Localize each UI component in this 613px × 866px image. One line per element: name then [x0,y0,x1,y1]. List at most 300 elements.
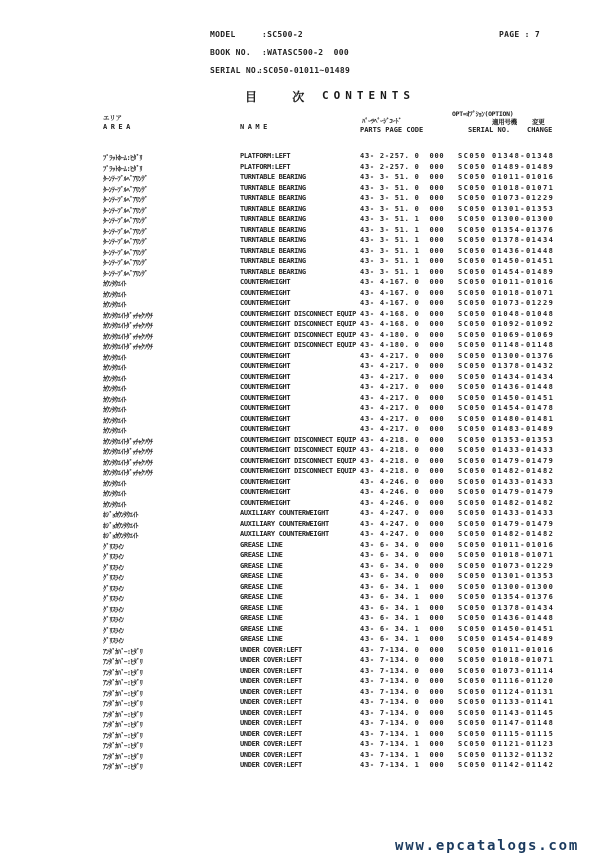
row-area: ｸﾞﾘｽﾗｲﾝ [103,542,124,551]
table-row [0,205,613,216]
row-serial-range: SC050 01300-01376 [458,351,555,360]
row-parts-page-code: 43- 7-134. 1 000 [360,750,445,759]
table-row [0,341,613,352]
row-area: ﾀｰﾝﾃｰﾌﾞﾙﾍﾞｱﾘﾝｸﾞ [103,217,148,225]
row-name: GREASE LINE [240,635,283,643]
row-name: COUNTERWEIGHT [240,383,291,391]
page-title: CONTENTS [322,89,415,102]
row-name: COUNTERWEIGHT [240,372,291,381]
row-serial-range: SC050 01011-01016 [458,540,555,549]
row-area: ﾀｰﾝﾃｰﾌﾞﾙﾍﾞｱﾘﾝｸﾞ [103,248,148,257]
row-name: GREASE LINE [240,551,283,559]
table-row [0,614,613,625]
serial-no-value: :SC050-01011~01489 [258,66,351,75]
col-header-serial-jp: 適用号機 [492,118,517,126]
row-name: UNDER COVER:LEFT [240,740,302,748]
row-area: ｸﾞﾘｽﾗｲﾝ [103,574,124,582]
table-row [0,194,613,205]
row-name: TURNTABLE BEARING [240,267,306,276]
row-name: UNDER COVER:LEFT [240,761,302,769]
row-serial-range: SC050 01011-01016 [458,645,555,654]
table-row [0,247,613,258]
table-row [0,499,613,510]
row-serial-range: SC050 01148-01148 [458,341,555,349]
row-serial-range: SC050 01483-01489 [458,425,555,433]
row-area: ｶｳﾝﾀｳｴｲﾄﾀﾞｯﾁｬｸｿｳﾁ [103,448,153,456]
row-serial-range: SC050 01454-01489 [458,267,555,276]
row-area: ｶｳﾝﾀｳｴｲﾄ [103,395,127,404]
row-area: ｶｳﾝﾀｳｴｲﾄ [103,406,127,414]
row-name: UNDER COVER:LEFT [240,708,302,717]
row-area: ｸﾞﾘｽﾗｲﾝ [103,553,124,561]
row-area: ｶｳﾝﾀｳｴｲﾄﾀﾞｯﾁｬｸｿｳﾁ [103,332,153,341]
row-name: TURNTABLE BEARING [240,173,306,181]
col-header-serial: SERIAL NO. [468,126,511,134]
row-serial-range: SC050 01482-01482 [458,498,555,507]
row-serial-range: SC050 01480-01481 [458,414,555,423]
table-row [0,677,613,688]
row-area: ｶｳﾝﾀｳｴｲﾄ [103,427,127,435]
table-row [0,352,613,363]
row-area: ｸﾞﾘｽﾗｲﾝ [103,595,124,603]
table-row [0,268,613,279]
row-parts-page-code: 43- 4-218. 0 000 [360,435,445,444]
row-area: ﾀｰﾝﾃｰﾌﾞﾙﾍﾞｱﾘﾝｸﾞ [103,196,148,204]
row-area: ｶｳﾝﾀｳｴｲﾄﾀﾞｯﾁｬｸｿｳﾁ [103,311,153,320]
row-serial-range: SC050 01069-01069 [458,330,555,339]
row-parts-page-code: 43- 4-217. 0 000 [360,351,445,360]
table-row [0,310,613,321]
table-row [0,541,613,552]
table-row [0,467,613,478]
row-parts-page-code: 43- 4-167. 0 000 [360,278,445,286]
row-parts-page-code: 43- 2-257. 0 000 [360,152,445,160]
row-area: ｱﾝﾀﾞｶﾊﾞｰ:ﾋﾀﾞﾘ [103,679,143,687]
row-name: TURNTABLE BEARING [240,204,306,213]
row-area: ﾀｰﾝﾃｰﾌﾞﾙﾍﾞｱﾘﾝｸﾞ [103,227,148,236]
row-area: ﾀｰﾝﾃｰﾌﾞﾙﾍﾞｱﾘﾝｸﾞ [103,269,148,278]
row-serial-range: SC050 01436-01448 [458,383,555,391]
row-name: GREASE LINE [240,572,283,580]
table-row [0,719,613,730]
row-parts-page-code: 43- 4-167. 0 000 [360,299,445,307]
row-serial-range: SC050 01479-01479 [458,519,555,528]
table-row [0,478,613,489]
row-name: COUNTERWEIGHT [240,425,291,433]
row-name: UNDER COVER:LEFT [240,719,302,727]
row-serial-range: SC050 01018-01071 [458,656,555,664]
serial-no-label: SERIAL NO. [210,66,262,75]
row-parts-page-code: 43- 3- 51. 0 000 [360,173,445,181]
row-serial-range: SC050 01348-01348 [458,152,555,160]
row-serial-range: SC050 01133-01141 [458,698,555,706]
row-parts-page-code: 43- 4-218. 0 000 [360,456,445,465]
row-name: GREASE LINE [240,603,283,612]
table-row [0,751,613,762]
row-name: TURNTABLE BEARING [240,246,306,255]
row-name: UNDER COVER:LEFT [240,645,302,654]
row-name: COUNTERWEIGHT [240,362,291,370]
table-row [0,236,613,247]
row-serial-range: SC050 01479-01479 [458,488,555,496]
row-serial-range: SC050 01450-01451 [458,393,555,402]
row-parts-page-code: 43- 7-134. 1 000 [360,740,445,748]
row-serial-range: SC050 01482-01482 [458,530,555,538]
row-parts-page-code: 43- 4-180. 0 000 [360,330,445,339]
row-parts-page-code: 43- 7-134. 0 000 [360,708,445,717]
table-row [0,446,613,457]
row-serial-range: SC050 01300-01300 [458,215,555,223]
row-parts-page-code: 43- 3- 51. 0 000 [360,194,445,202]
row-area: ﾌﾟﾗｯﾄﾎｰﾑ:ﾋﾀﾞﾘ [103,154,143,162]
table-row [0,436,613,447]
row-serial-range: SC050 01378-01434 [458,236,555,244]
table-row [0,488,613,499]
row-parts-page-code: 43- 6- 34. 1 000 [360,624,445,633]
row-area: ｶｳﾝﾀｳｴｲﾄﾀﾞｯﾁｬｸｿｳﾁ [103,343,153,351]
row-parts-page-code: 43- 4-168. 0 000 [360,320,445,328]
row-name: COUNTERWEIGHT [240,299,291,307]
row-serial-range: SC050 01433-01433 [458,477,555,486]
row-serial-range: SC050 01436-01448 [458,246,555,255]
table-row [0,761,613,772]
row-serial-range: SC050 01450-01451 [458,257,555,265]
row-parts-page-code: 43- 6- 34. 0 000 [360,551,445,559]
row-serial-range: SC050 01116-01120 [458,677,555,685]
row-serial-range: SC050 01479-01479 [458,456,555,465]
row-serial-range: SC050 01353-01353 [458,435,555,444]
row-parts-page-code: 43- 6- 34. 0 000 [360,561,445,570]
row-area: ｶｳﾝﾀｳｴｲﾄ [103,500,127,509]
row-parts-page-code: 43- 4-217. 0 000 [360,393,445,402]
row-area: ｶｳﾝﾀｳｴｲﾄ [103,280,127,288]
row-name: TURNTABLE BEARING [240,183,306,192]
row-parts-page-code: 43- 4-217. 0 000 [360,372,445,381]
row-name: UNDER COVER:LEFT [240,656,302,664]
row-area: ﾀｰﾝﾃｰﾌﾞﾙﾍﾞｱﾘﾝｸﾞ [103,206,148,215]
table-row [0,457,613,468]
col-header-change: CHANGE [527,126,553,134]
row-serial-range: SC050 01092-01092 [458,320,555,328]
table-row [0,215,613,226]
row-parts-page-code: 43- 7-134. 0 000 [360,645,445,654]
row-parts-page-code: 43- 3- 51. 0 000 [360,183,445,192]
row-name: TURNTABLE BEARING [240,225,306,234]
row-name: GREASE LINE [240,582,283,591]
row-area: ﾌﾟﾗｯﾄﾎｰﾑ:ﾋﾀﾞﾘ [103,164,143,173]
row-area: ｸﾞﾘｽﾗｲﾝ [103,637,124,645]
row-area: ｶｳﾝﾀｳｴｲﾄ [103,385,127,393]
col-header-area-jp: エリア [103,114,122,122]
table-row [0,278,613,289]
page-title-jp: 目 次 [245,90,319,104]
table-row [0,698,613,709]
table-row [0,688,613,699]
table-row [0,572,613,583]
row-area: ﾎｼﾞｮｶｳﾝﾀｳｴｲﾄ [103,521,139,530]
row-name: GREASE LINE [240,624,283,633]
row-area: ｸﾞﾘｽﾗｲﾝ [103,563,124,572]
opt-option-note: OPT=ｵﾌﾟｼｮﾝ(OPTION) [452,110,514,118]
row-name: COUNTERWEIGHT DISCONNECT EQUIP [240,309,356,318]
row-serial-range: SC050 01489-01489 [458,162,555,171]
table-row [0,730,613,741]
row-area: ｸﾞﾘｽﾗｲﾝ [103,584,124,593]
row-area: ｶｳﾝﾀｳｴｲﾄ [103,479,127,488]
row-area: ﾎｼﾞｮｶｳﾝﾀｳｴｲﾄ [103,532,139,540]
row-parts-page-code: 43- 4-218. 0 000 [360,446,445,454]
row-parts-page-code: 43- 6- 34. 1 000 [360,582,445,591]
table-row [0,320,613,331]
row-parts-page-code: 43- 4-246. 0 000 [360,488,445,496]
table-row [0,184,613,195]
row-area: ﾀｰﾝﾃｰﾌﾞﾙﾍﾞｱﾘﾝｸﾞ [103,175,148,183]
row-name: UNDER COVER:LEFT [240,729,302,738]
row-serial-range: SC050 01450-01451 [458,624,555,633]
row-parts-page-code: 43- 4-217. 0 000 [360,383,445,391]
row-parts-page-code: 43- 7-134. 0 000 [360,666,445,675]
table-row [0,625,613,636]
table-row [0,257,613,268]
row-area: ｱﾝﾀﾞｶﾊﾞｰ:ﾋﾀﾞﾘ [103,658,143,666]
row-parts-page-code: 43- 7-134. 0 000 [360,719,445,727]
row-name: COUNTERWEIGHT DISCONNECT EQUIP [240,435,356,444]
row-area: ｶｳﾝﾀｳｴｲﾄ [103,374,127,383]
row-name: UNDER COVER:LEFT [240,677,302,685]
row-name: UNDER COVER:LEFT [240,698,302,706]
table-row [0,173,613,184]
row-parts-page-code: 43- 6- 34. 0 000 [360,540,445,549]
row-serial-range: SC050 01124-01131 [458,687,555,696]
row-area: ｶｳﾝﾀｳｴｲﾄ [103,290,127,299]
row-parts-page-code: 43- 7-134. 0 000 [360,698,445,706]
book-no-label: BOOK NO. [210,48,251,57]
table-row [0,415,613,426]
row-parts-page-code: 43- 3- 51. 1 000 [360,236,445,244]
row-name: COUNTERWEIGHT [240,393,291,402]
row-area: ｶｳﾝﾀｳｴｲﾄﾀﾞｯﾁｬｸｿｳﾁ [103,437,153,446]
table-row [0,226,613,237]
row-parts-page-code: 43- 4-247. 0 000 [360,509,445,517]
row-area: ｶｳﾝﾀｳｴｲﾄ [103,301,127,309]
row-serial-range: SC050 01378-01434 [458,603,555,612]
row-parts-page-code: 43- 3- 51. 1 000 [360,246,445,255]
row-serial-range: SC050 01354-01376 [458,593,555,601]
table-row [0,740,613,751]
row-name: PLATFORM:LEFT [240,152,291,160]
row-name: COUNTERWEIGHT DISCONNECT EQUIP [240,456,356,465]
row-name: GREASE LINE [240,540,283,549]
row-parts-page-code: 43- 6- 34. 1 000 [360,593,445,601]
row-parts-page-code: 43- 2-257. 0 000 [360,162,445,171]
row-serial-range: SC050 01433-01433 [458,509,555,517]
table-row [0,362,613,373]
row-name: COUNTERWEIGHT DISCONNECT EQUIP [240,320,356,328]
row-parts-page-code: 43- 4-247. 0 000 [360,530,445,538]
row-parts-page-code: 43- 6- 34. 1 000 [360,614,445,622]
table-row [0,520,613,531]
col-header-name: NAME [240,123,271,131]
row-area: ｱﾝﾀﾞｶﾊﾞｰ:ﾋﾀﾞﾘ [103,710,143,719]
row-name: TURNTABLE BEARING [240,194,306,202]
row-serial-range: SC050 01300-01300 [458,582,555,591]
row-parts-page-code: 43- 7-134. 0 000 [360,687,445,696]
epcatalogs-watermark: www.epcatalogs.com [395,838,580,854]
row-name: PLATFORM:LEFT [240,162,291,171]
row-area: ｸﾞﾘｽﾗｲﾝ [103,626,124,635]
row-name: COUNTERWEIGHT DISCONNECT EQUIP [240,341,356,349]
row-parts-page-code: 43- 6- 34. 1 000 [360,603,445,612]
row-area: ｸﾞﾘｽﾗｲﾝ [103,605,124,614]
table-row [0,289,613,300]
col-header-area: AREA [103,123,134,131]
row-serial-range: SC050 01378-01432 [458,362,555,370]
row-parts-page-code: 43- 7-134. 1 000 [360,729,445,738]
row-area: ｱﾝﾀﾞｶﾊﾞｰ:ﾋﾀﾞﾘ [103,731,143,740]
row-parts-page-code: 43- 4-180. 0 000 [360,341,445,349]
row-parts-page-code: 43- 4-217. 0 000 [360,414,445,423]
row-area: ｱﾝﾀﾞｶﾊﾞｰ:ﾋﾀﾞﾘ [103,689,143,698]
row-name: TURNTABLE BEARING [240,215,306,223]
row-name: COUNTERWEIGHT [240,498,291,507]
col-header-code-jp: ﾊﾟｰﾂﾍﾟｰｼﾞｺｰﾄﾞ [362,117,402,125]
row-area: ｱﾝﾀﾞｶﾊﾞｰ:ﾋﾀﾞﾘ [103,668,143,677]
row-name: AUXILIARY COUNTERWEIGHT [240,519,329,528]
table-row [0,509,613,520]
row-area: ﾀｰﾝﾃｰﾌﾞﾙﾍﾞｱﾘﾝｸﾞ [103,259,148,267]
row-serial-range: SC050 01454-01478 [458,404,555,412]
row-parts-page-code: 43- 7-134. 0 000 [360,656,445,664]
row-area: ｶｳﾝﾀｳｴｲﾄ [103,353,127,362]
row-area: ｶｳﾝﾀｳｴｲﾄ [103,364,127,372]
row-serial-range: SC050 01011-01016 [458,278,555,286]
row-serial-range: SC050 01073-01229 [458,194,555,202]
row-serial-range: SC050 01018-01071 [458,551,555,559]
row-name: TURNTABLE BEARING [240,236,306,244]
row-parts-page-code: 43- 3- 51. 1 000 [360,257,445,265]
contents-table-body [0,152,613,772]
row-parts-page-code: 43- 4-246. 0 000 [360,498,445,507]
row-name: AUXILIARY COUNTERWEIGHT [240,509,329,517]
row-parts-page-code: 43- 4-217. 0 000 [360,425,445,433]
row-name: COUNTERWEIGHT [240,278,291,286]
table-row [0,604,613,615]
row-area: ｶｳﾝﾀｳｴｲﾄﾀﾞｯﾁｬｸｿｳﾁ [103,322,153,330]
row-parts-page-code: 43- 4-246. 0 000 [360,477,445,486]
table-row [0,299,613,310]
table-row [0,331,613,342]
row-area: ｶｳﾝﾀｳｴｲﾄﾀﾞｯﾁｬｸｿｳﾁ [103,458,153,467]
row-parts-page-code: 43- 4-217. 0 000 [360,362,445,370]
row-name: COUNTERWEIGHT DISCONNECT EQUIP [240,467,356,475]
row-parts-page-code: 43- 3- 51. 1 000 [360,225,445,234]
table-row [0,530,613,541]
row-name: COUNTERWEIGHT [240,404,291,412]
row-parts-page-code: 43- 3- 51. 0 000 [360,204,445,213]
table-row [0,152,613,163]
row-serial-range: SC050 01073-01229 [458,299,555,307]
row-serial-range: SC050 01433-01433 [458,446,555,454]
col-header-code: PARTS PAGE CODE [360,126,424,134]
row-parts-page-code: 43- 6- 34. 0 000 [360,572,445,580]
row-name: GREASE LINE [240,614,283,622]
row-area: ﾎｼﾞｮｶｳﾝﾀｳｴｲﾄ [103,511,139,519]
row-name: GREASE LINE [240,561,283,570]
row-serial-range: SC050 01011-01016 [458,173,555,181]
row-serial-range: SC050 01434-01434 [458,372,555,381]
row-area: ｱﾝﾀﾞｶﾊﾞｰ:ﾋﾀﾞﾘ [103,742,143,750]
row-name: COUNTERWEIGHT DISCONNECT EQUIP [240,330,356,339]
row-serial-range: SC050 01073-01114 [458,666,555,675]
row-serial-range: SC050 01436-01448 [458,614,555,622]
table-row [0,583,613,594]
row-name: TURNTABLE BEARING [240,257,306,265]
table-row [0,667,613,678]
row-name: GREASE LINE [240,593,283,601]
row-parts-page-code: 43- 7-134. 0 000 [360,677,445,685]
row-area: ﾀｰﾝﾃｰﾌﾞﾙﾍﾞｱﾘﾝｸﾞ [103,238,148,246]
table-row [0,656,613,667]
row-area: ｶｳﾝﾀｳｴｲﾄﾀﾞｯﾁｬｸｿｳﾁ [103,469,153,477]
row-area: ｱﾝﾀﾞｶﾊﾞｰ:ﾋﾀﾞﾘ [103,752,143,761]
model-label: MODEL [210,30,236,39]
row-serial-range: SC050 01073-01229 [458,561,555,570]
row-serial-range: SC050 01132-01132 [458,750,555,759]
table-row [0,163,613,174]
row-name: COUNTERWEIGHT [240,477,291,486]
model-value: :SC500-2 [262,30,303,39]
table-row [0,383,613,394]
row-name: COUNTERWEIGHT DISCONNECT EQUIP [240,446,356,454]
row-area: ｱﾝﾀﾞｶﾊﾞｰ:ﾋﾀﾞﾘ [103,700,143,708]
row-serial-range: SC050 01142-01142 [458,761,555,769]
row-parts-page-code: 43- 3- 51. 1 000 [360,267,445,276]
col-header-change-jp: 変更 [532,118,545,126]
row-parts-page-code: 43- 7-134. 1 000 [360,761,445,769]
row-parts-page-code: 43- 6- 34. 1 000 [360,635,445,643]
row-name: UNDER COVER:LEFT [240,666,302,675]
table-row [0,404,613,415]
row-area: ｶｳﾝﾀｳｴｲﾄ [103,416,127,425]
row-serial-range: SC050 01018-01071 [458,288,555,297]
row-serial-range: SC050 01018-01071 [458,183,555,192]
row-parts-page-code: 43- 3- 51. 1 000 [360,215,445,223]
row-area: ﾀｰﾝﾃｰﾌﾞﾙﾍﾞｱﾘﾝｸﾞ [103,185,148,194]
row-serial-range: SC050 01454-01489 [458,635,555,643]
table-row [0,373,613,384]
row-parts-page-code: 43- 4-167. 0 000 [360,288,445,297]
row-serial-range: SC050 01482-01482 [458,467,555,475]
row-serial-range: SC050 01301-01353 [458,204,555,213]
table-row [0,709,613,720]
row-name: COUNTERWEIGHT [240,351,291,360]
table-row [0,593,613,604]
row-serial-range: SC050 01354-01376 [458,225,555,234]
row-serial-range: SC050 01048-01048 [458,309,555,318]
row-serial-range: SC050 01121-01123 [458,740,555,748]
row-area: ｱﾝﾀﾞｶﾊﾞｰ:ﾋﾀﾞﾘ [103,647,143,656]
row-area: ｱﾝﾀﾞｶﾊﾞｰ:ﾋﾀﾞﾘ [103,763,143,771]
row-serial-range: SC050 01143-01145 [458,708,555,717]
table-row [0,551,613,562]
table-row [0,425,613,436]
row-parts-page-code: 43- 4-217. 0 000 [360,404,445,412]
row-serial-range: SC050 01301-01353 [458,572,555,580]
row-name: COUNTERWEIGHT [240,414,291,423]
row-area: ｱﾝﾀﾞｶﾊﾞｰ:ﾋﾀﾞﾘ [103,721,143,729]
row-name: AUXILIARY COUNTERWEIGHT [240,530,329,538]
row-area: ｸﾞﾘｽﾗｲﾝ [103,616,124,624]
